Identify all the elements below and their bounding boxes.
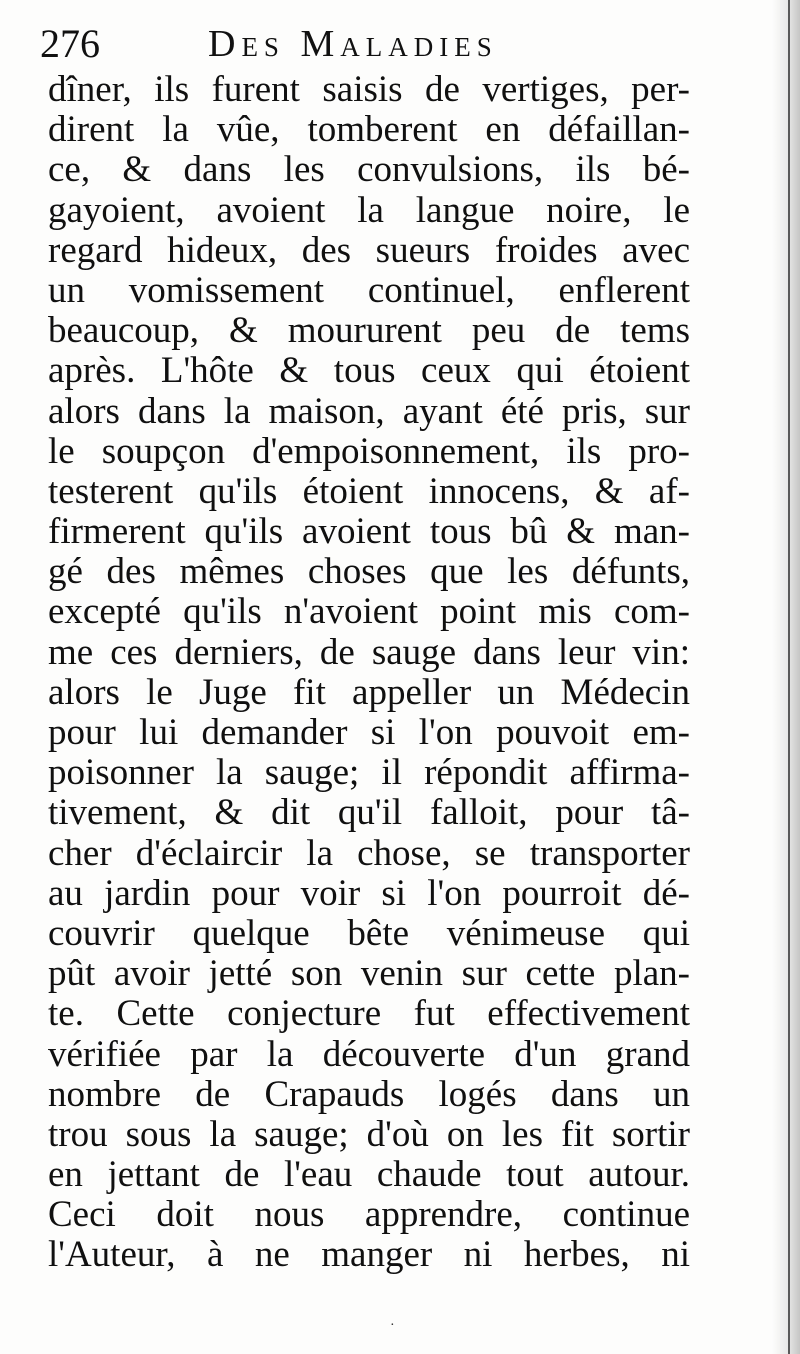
text-line: ce, & dans les convulsions, ils bé-: [48, 149, 690, 191]
page-header: [40, 18, 700, 70]
text-line: gayoient, avoient la langue noire, le: [48, 189, 690, 231]
text-line: te. Cette conjecture fut effectivement: [48, 993, 690, 1035]
text-line: alors dans la maison, ayant été pris, sur: [48, 390, 690, 432]
text-line: alors le Juge fit appeller un Médecin: [48, 671, 690, 713]
footer-mark: ·: [390, 1318, 395, 1333]
text-line: gé des mêmes choses que les défunts,: [48, 551, 690, 593]
text-line: en jettant de l'eau chaude tout autour.: [48, 1154, 690, 1196]
text-line: pût avoir jetté son venin sur cette plan-: [48, 953, 690, 995]
text-line: nombre de Crapauds logés dans un: [48, 1073, 690, 1115]
page-gutter-shadow: [772, 0, 800, 1354]
text-line: Ceci doit nous apprendre, continue: [48, 1194, 690, 1236]
text-line: tivement, & dit qu'il falloit, pour tâ-: [48, 792, 690, 834]
text-line: au jardin pour voir si l'on pourroit dé-: [48, 872, 690, 914]
text-line: poisonner la sauge; il répondit affirma-: [48, 752, 690, 794]
text-line: dirent la vûe, tomberent en défaillan-: [48, 109, 690, 151]
text-line: testerent qu'ils étoient innocens, & af-: [48, 470, 690, 512]
text-line: me ces derniers, de sauge dans leur vin:: [48, 631, 690, 673]
text-line: cher d'éclaircir la chose, se transporter: [48, 832, 690, 874]
text-line: excepté qu'ils n'avoient point mis com-: [48, 591, 690, 633]
text-line: pour lui demander si l'on pouvoit em-: [48, 712, 690, 753]
text-line: dîner, ils furent saisis de vertiges, per-: [48, 69, 690, 110]
text-line: firmerent qu'ils avoient tous bû & man-: [48, 511, 690, 553]
text-line: après. L'hôte & tous ceux qui étoient: [48, 350, 690, 392]
text-line: trou sous la sauge; d'où on les fit sortir: [48, 1113, 690, 1155]
text-line: regard hideux, des sueurs froides avec: [48, 229, 690, 271]
text-line: beaucoup, & moururent peu de tems: [48, 310, 690, 352]
body-text: [48, 70, 690, 1276]
text-line: un vomissement continuel, enflerent: [48, 269, 690, 311]
page-number: 276: [40, 21, 100, 66]
running-head: Des Maladies: [208, 23, 498, 65]
text-line: vérifiée par la découverte d'un grand: [48, 1033, 690, 1075]
text-line: l'Auteur, à ne manger ni herbes, ni: [48, 1234, 690, 1276]
text-line: le soupçon d'empoisonnement, ils pro-: [48, 430, 690, 472]
text-line: couvrir quelque bête vénimeuse qui: [48, 912, 690, 954]
page-edge-line: [788, 0, 790, 1354]
